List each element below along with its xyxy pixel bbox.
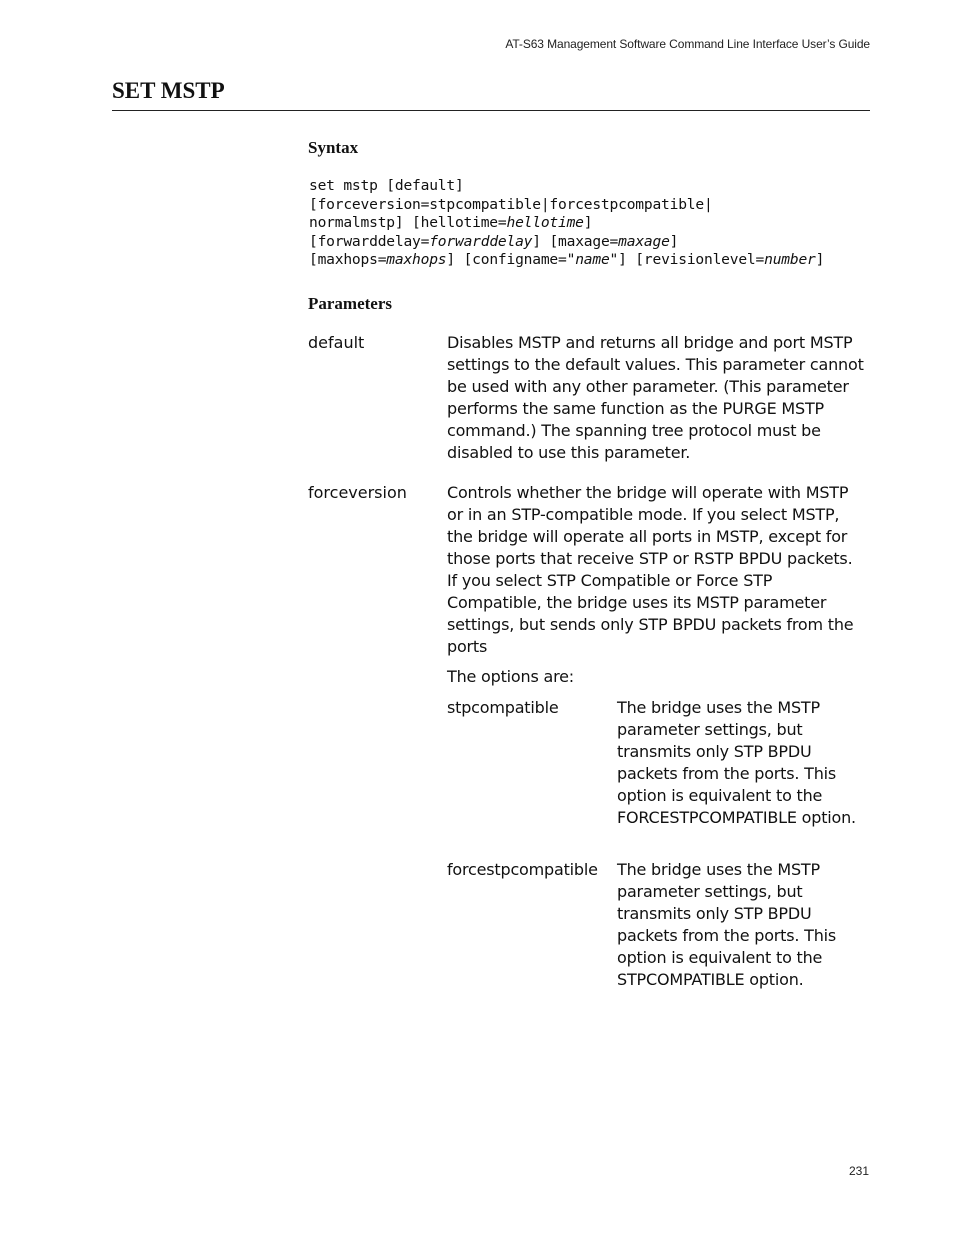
- running-header: AT-S63 Management Software Command Line Interface User’s Guide: [505, 37, 870, 51]
- param-term-forceversion: forceversion: [308, 483, 407, 502]
- syntax-text: [maxhops=: [309, 251, 387, 268]
- param-desc-forceversion: Controls whether the bridge will operate with MSTP or in an STP-compatible mode. If you select MSTP, the bridge will operate all ports in MSTP, except for those ports that receive STP or RSTP BPDU packets. If you select STP Compatible or Force STP Compatible, the bridge uses its MSTP parameter settings, but sends only STP BPDU packets from the ports: [447, 483, 854, 656]
- syntax-text: ] [maxage=: [532, 232, 619, 250]
- syntax-placeholder: hellotime: [506, 214, 584, 231]
- option-term-stpcompatible: stpcompatible: [447, 698, 559, 717]
- syntax-line: [309, 233, 879, 252]
- options-intro: The options are:: [447, 667, 574, 686]
- syntax-text: "] [revisionlevel=: [609, 251, 765, 268]
- syntax-text: [forwarddelay=: [309, 232, 430, 250]
- syntax-text: ]: [669, 232, 679, 250]
- syntax-text: [forceversion=stpcompatible|forcestpcompatible|: [309, 195, 713, 213]
- syntax-placeholder: name: [575, 251, 610, 268]
- syntax-text: ]: [815, 251, 825, 268]
- syntax-placeholder: maxage: [618, 232, 670, 250]
- syntax-block: [309, 177, 879, 270]
- syntax-placeholder: forwarddelay: [429, 232, 533, 250]
- option-desc-forcestpcompatible: The bridge uses the MSTP parameter settings, but transmits only STP BPDU packets from the ports. This option is equivalent to the STPCOMPATIBLE option.: [617, 860, 837, 989]
- page-title: SET MSTP: [112, 78, 225, 103]
- syntax-placeholder: maxhops: [386, 251, 447, 268]
- syntax-heading: Syntax: [308, 138, 359, 157]
- syntax-text: ] [configname=": [446, 251, 576, 268]
- syntax-line: [309, 196, 879, 215]
- title-rule: [112, 110, 870, 111]
- syntax-line: [309, 251, 879, 270]
- syntax-placeholder: number: [764, 251, 816, 268]
- param-term-default: default: [308, 333, 365, 352]
- option-term-forcestpcompatible: forcestpcompatible: [447, 860, 598, 879]
- param-desc-default: Disables MSTP and returns all bridge and port MSTP settings to the default values. This parameter cannot be used with any other parameter. (This parameter performs the same function as the PURGE MSTP command.) The spanning tree protocol must be disabled to use this parameter.: [447, 333, 864, 462]
- syntax-line: [309, 177, 879, 196]
- page-number: 231: [848, 1164, 869, 1178]
- parameters-heading: Parameters: [308, 294, 393, 313]
- option-desc-stpcompatible: The bridge uses the MSTP parameter settings, but transmits only STP BPDU packets from the ports. This option is equivalent to the FORCESTPCOMPATIBLE option.: [617, 698, 856, 827]
- syntax-line: [309, 214, 879, 233]
- syntax-text: normalmstp] [hellotime=: [309, 214, 507, 231]
- syntax-text: set mstp [default]: [309, 177, 464, 194]
- syntax-text: ]: [583, 214, 593, 231]
